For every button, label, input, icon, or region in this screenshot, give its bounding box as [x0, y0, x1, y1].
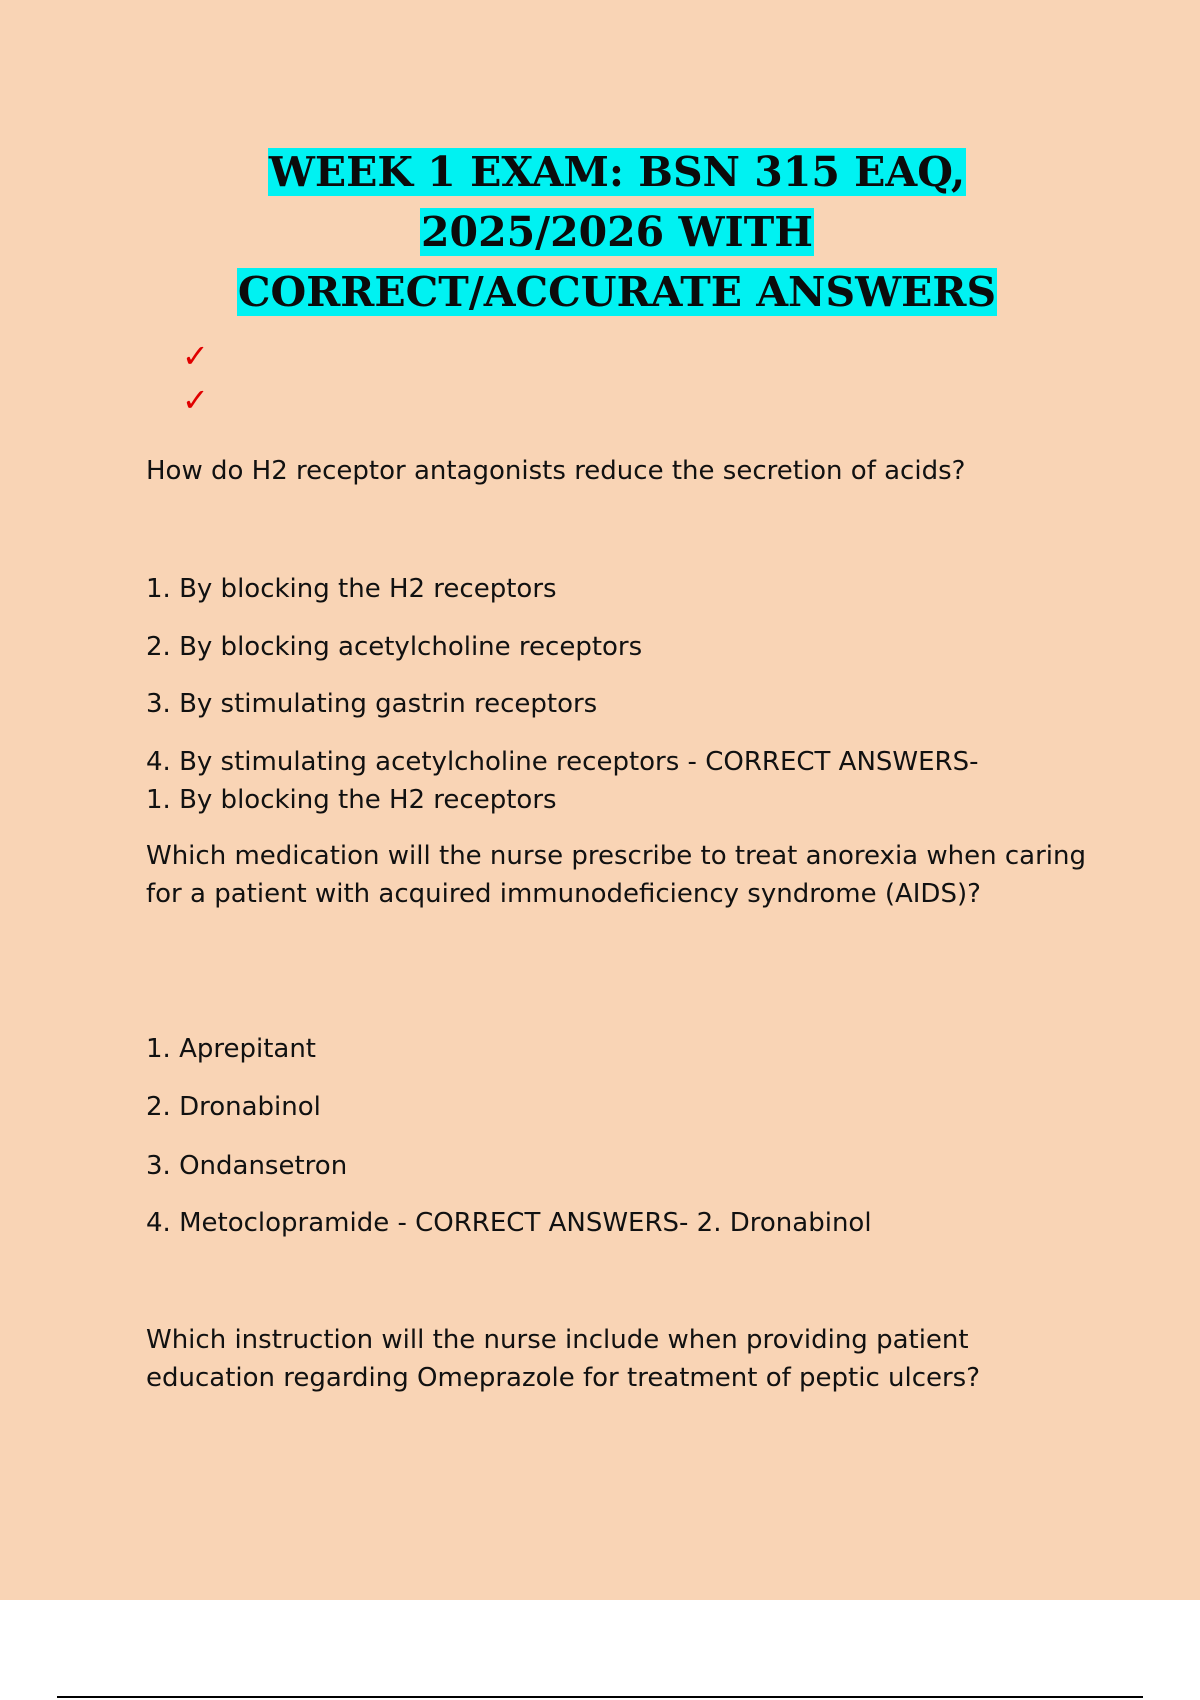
checkmark-icon: ✓ [182, 381, 209, 419]
question-3-prompt: Which instruction will the nurse include when providing patient education regarding Omeprazole for treatment of peptic ulcers? [146, 1325, 981, 1393]
title-line-2: 2025/2026 WITH [421, 208, 813, 256]
question-1-option-4: 4. By stimulating acetylcholine receptors - CORRECT ANSWERS- [146, 747, 979, 777]
question-1-option-3: 3. By stimulating gastrin receptors [146, 689, 598, 719]
document-title [0, 142, 1200, 322]
title-line-1: WEEK 1 EXAM: BSN 315 EAQ, [268, 148, 966, 196]
question-2-option-4: 4. Metoclopramide - CORRECT ANSWERS- 2. Dronabinol [146, 1208, 872, 1238]
title-line-3: CORRECT/ACCURATE ANSWERS [237, 268, 997, 316]
question-2-option-1: 1. Aprepitant [146, 1034, 317, 1064]
question-2-prompt: Which medication will the nurse prescribe to treat anorexia when caring for a patient with acquired immunodeficiency syndrome (AIDS)? [146, 841, 1086, 909]
question-1-prompt: How do H2 receptor antagonists reduce the secretion of acids? [146, 456, 966, 486]
checkmark-icon: ✓ [182, 337, 209, 375]
question-2-option-3: 3. Ondansetron [146, 1151, 348, 1181]
footer-divider [57, 1696, 1143, 1698]
checkmark-list [182, 334, 209, 422]
question-1-option-1: 1. By blocking the H2 receptors [146, 574, 557, 604]
question-1-option-2: 2. By blocking acetylcholine receptors [146, 632, 643, 662]
question-2-option-2: 2. Dronabinol [146, 1092, 321, 1122]
question-1-answer: 1. By blocking the H2 receptors [146, 785, 557, 815]
